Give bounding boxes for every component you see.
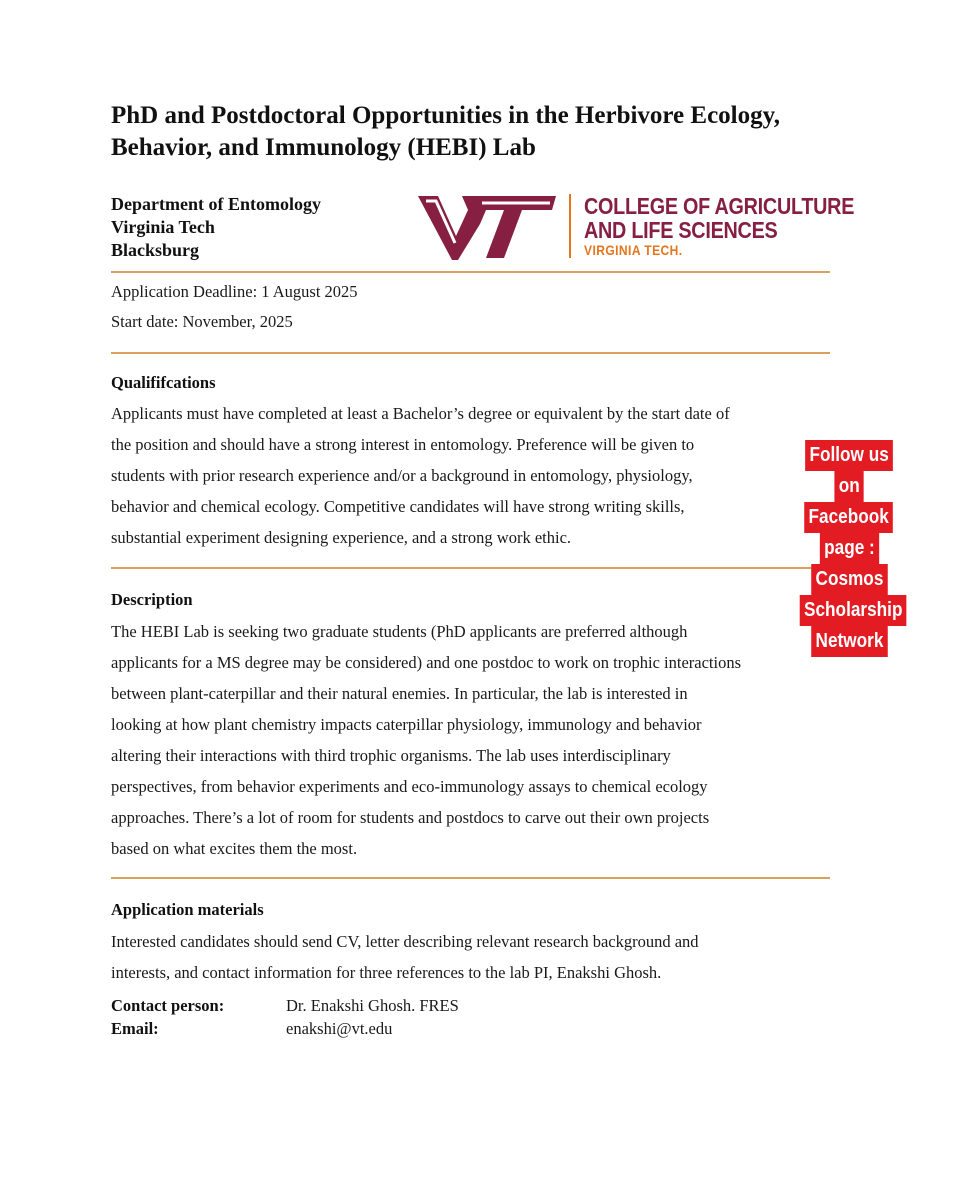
promo-line: Scholarship [800,595,907,626]
divider [111,877,830,879]
city-name: Blacksburg [111,240,200,260]
department-name: Department of Entomology [111,194,321,214]
description-line: between plant-caterpillar and their natural enemies. In particular, the lab is interested in [111,684,688,703]
divider [111,567,830,569]
promo-line: Network [811,626,887,657]
divider [111,352,830,354]
university-name: Virginia Tech [111,217,215,237]
divider [111,271,830,273]
vt-logo-icon [416,192,558,262]
application-line: interests, and contact information for three references to the lab PI, Enakshi Ghosh. [111,963,662,982]
facebook-promo-overlay [791,440,907,662]
email-label: Email: [111,1019,159,1038]
qualifications-line: substantial experiment designing experience, and a strong work ethic. [111,528,572,547]
promo-line: Cosmos [811,564,887,595]
email-row [111,1017,611,1040]
qualifications-body [111,398,730,553]
description-line: approaches. There’s a lot of room for students and postdocs to carve out their own projects [111,808,710,827]
application-materials-body [111,926,699,988]
email-link[interactable]: enakshi@vt.edu [286,1019,393,1038]
promo-line: Facebook [805,502,894,533]
promo-line: Follow us [805,440,893,471]
description-line: The HEBI Lab is seeking two graduate students (PhD applicants are preferred although [111,622,688,641]
promo-line: page : [819,533,878,564]
title-line-1: PhD and Postdoctoral Opportunities in the Herbivore Ecology, [111,102,780,129]
start-date: Start date: November, 2025 [111,312,293,331]
application-materials-heading: Application materials [111,900,264,919]
description-line: based on what excites them the most. [111,839,358,858]
promo-line: on [834,471,864,502]
description-line: altering their interactions with third trophic organisms. The lab uses interdisciplinary [111,746,671,765]
title-line-2: Behavior, and Immunology (HEBI) Lab [111,134,536,161]
qualifications-heading: Qualififcations [111,373,216,392]
college-line-2: AND LIFE SCIENCES [584,217,778,243]
description-body [111,616,741,864]
college-logo-text [584,194,854,259]
college-line-1: COLLEGE OF AGRICULTURE [584,193,855,219]
description-line: looking at how plant chemistry impacts caterpillar physiology, immunology and behavior [111,715,702,734]
contact-person-label: Contact person: [111,996,225,1015]
description-heading: Description [111,590,193,609]
qualifications-line: the position and should have a strong interest in entomology. Preference will be given to [111,435,695,454]
contact-person-row [111,994,611,1017]
qualifications-line: students with prior research experience and/or a background in entomology, physiology, [111,466,693,485]
qualifications-line: Applicants must have completed at least a Bachelor’s degree or equivalent by the start date of [111,404,730,423]
logo-divider [569,194,571,258]
qualifications-line: behavior and chemical ecology. Competitive candidates will have strong writing skills, [111,497,685,516]
description-line: applicants for a MS degree may be considered) and one postdoc to work on trophic interactions [111,653,742,672]
application-line: Interested candidates should send CV, letter describing relevant research background and [111,932,699,951]
college-line-3: VIRGINIA TECH. [584,242,683,258]
page-title [111,100,851,164]
department-block [111,193,321,262]
contact-person-value: Dr. Enakshi Ghosh. FRES [286,996,459,1015]
description-line: perspectives, from behavior experiments and eco-immunology assays to chemical ecology [111,777,708,796]
application-deadline: Application Deadline: 1 August 2025 [111,282,358,301]
